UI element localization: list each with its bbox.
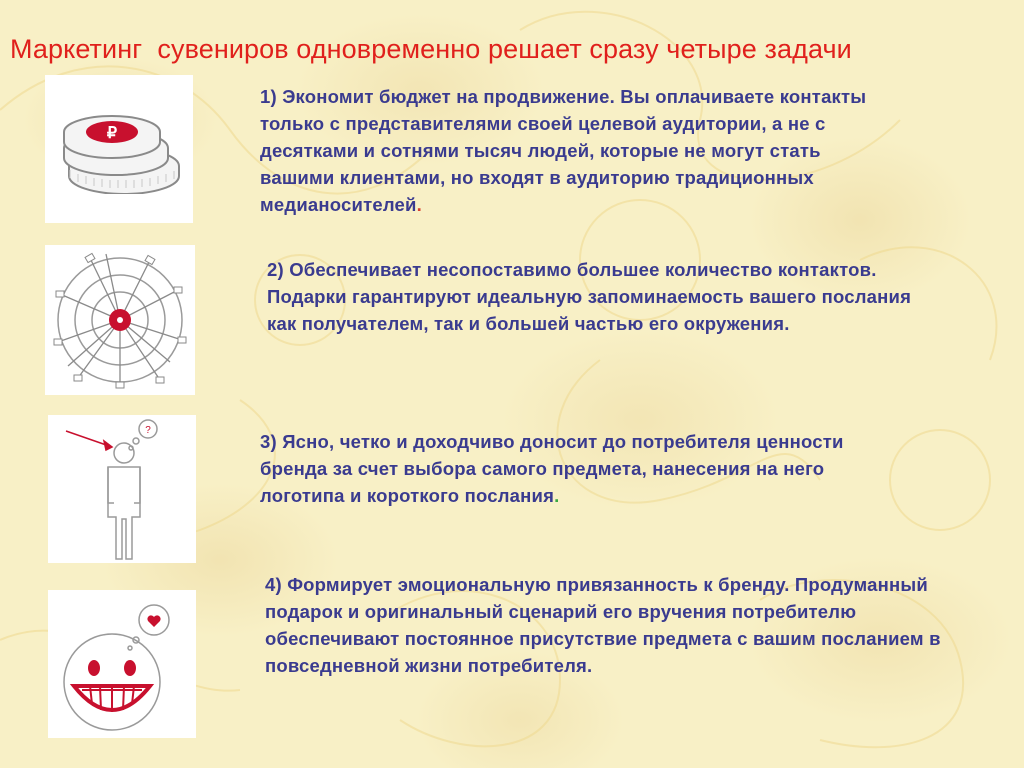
item-1-text: 1) Экономит бюджет на продвижение. Вы оплачиваете контакты только с представителями своей целевой аудитории, а не с десятками и сотнями тысяч людей, которые не могут стать вашими клиентами, но входят в аудиторию традиционных медианосителей. [260,86,867,215]
person-thinking-icon [52,417,192,562]
item-4-text: 4) Формирует эмоциональную привязанность к бренду. Продуманный подарок и оригинальный сценарий его вручения потребителю обеспечивают постоянное присутствие предмета с вашим посланием в повседневной жизни потребителя. [265,574,941,676]
item-3-text: 3) Ясно, четко и доходчиво доносит до потребителя ценности бренда за счет выбора самого предмета, нанесения на него логотипа и короткого послания. [260,431,844,506]
item-2-text: 2) Обеспечивает несопоставимо большее количество контактов. Подарки гарантируют идеальную запоминаемость вашего послания как получателем, так и большей частью его окружения. [267,259,912,334]
item-1-icon-box [45,75,193,223]
item-2-icon-box [45,245,195,395]
item-3-end-mark: . [554,485,560,506]
target-arrows-icon [50,250,190,390]
item-4-icon-box [48,590,196,738]
svg-text:₽: ₽ [106,125,118,142]
coins-ruble-icon [54,104,184,194]
item-3-icon-box [48,415,196,563]
svg-text:?: ? [145,424,151,436]
item-1-end-mark: . [416,194,422,215]
smiley-heart-icon [52,594,192,734]
page-title: Маркетинг сувениров одновременно решает сразу четыре задачи [10,34,852,64]
